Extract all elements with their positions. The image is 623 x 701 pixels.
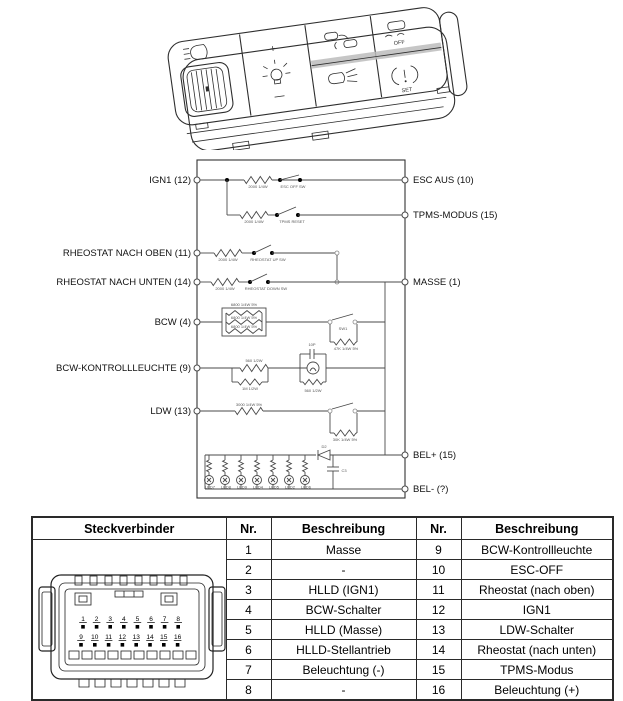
resistor-label: 1M 1/2W [241, 386, 259, 391]
pin-desc-cell: - [271, 560, 416, 580]
connector-pin-pad [108, 625, 112, 629]
pin-desc-cell: Rheostat (nach unten) [461, 640, 613, 660]
connector-pin-pad [162, 643, 166, 647]
col-header-nr-2: Nr. [416, 517, 461, 540]
led-label: LED9 [236, 484, 248, 490]
circuit-terminals [194, 177, 408, 492]
table-row [32, 540, 613, 560]
pin-label-rheostat-oben: RHEOSTAT NACH OBEN (11) [62, 248, 191, 259]
led-branch [237, 455, 248, 490]
connector-pin-number: 4 [121, 616, 126, 623]
pin-desc-cell: TPMS-Modus [461, 660, 613, 680]
connector-pin-number: 16 [173, 634, 182, 641]
connector-pins-row1 [79, 616, 182, 629]
resistor-label: 560 1/2W [245, 358, 263, 363]
pin-desc-cell: Rheostat (nach oben) [461, 580, 613, 600]
connector-pins-row2 [77, 634, 181, 647]
connector-pin-pad [176, 643, 180, 647]
pin-number-cell: 14 [416, 640, 461, 660]
connector-pin-pad [93, 643, 97, 647]
pin-desc-cell: BCW-Kontrollleuchte [461, 540, 613, 560]
set-label: SET [401, 86, 413, 95]
pin-label-tpms-modus: TPMS-MODUS (15) [413, 210, 498, 221]
connector-pin-pad [163, 625, 167, 629]
led-label: LED7 [204, 484, 216, 490]
connector-bottom-slots [69, 651, 196, 659]
pin-label-masse: MASSE (1) [413, 277, 461, 288]
resistor-label: 6800 1/4W 5% [230, 315, 258, 320]
switch-panel-illustration [150, 4, 480, 150]
component-labels [215, 184, 358, 473]
connector-pin-number: 14 [146, 634, 154, 641]
connector-pin-pad [122, 625, 126, 629]
connector-bottom-teeth [79, 679, 185, 687]
resistor-label: 6800 1/4W 5% [230, 302, 258, 307]
resistor-label: 3000 1/4W 5% [235, 402, 263, 407]
connector-pin-pad [134, 643, 138, 647]
led-label: LED5 [268, 484, 280, 490]
circuit-box [197, 160, 405, 498]
pin-number-cell: 4 [226, 600, 271, 620]
connector-pin-number: 11 [105, 634, 112, 641]
off-label: OFF [393, 39, 406, 47]
switch-label: TPMS RESET [279, 219, 305, 224]
connector-pin-number: 6 [149, 616, 153, 623]
connector-title: Steckverbinder [32, 517, 226, 540]
resistor-label: 2000 1/4W [218, 257, 238, 262]
pin-label-bcw: BCW (4) [154, 317, 191, 328]
pin-desc-cell: Beleuchtung (-) [271, 660, 416, 680]
pin-number-cell: 15 [416, 660, 461, 680]
connector-drawing [35, 543, 229, 693]
resistor-label: 2000 1/4W [244, 219, 264, 224]
pin-label-bel-minus: BEL- (?) [413, 484, 449, 495]
panel-lower-shell [181, 25, 457, 150]
circuit-svg [0, 150, 623, 512]
circuit-right-labels [413, 175, 497, 495]
resistor-label: 2000 1/4W [215, 286, 235, 291]
panel-gray-seam [311, 42, 442, 68]
tpms-set-icon [391, 65, 421, 95]
esc-off-icon [383, 20, 407, 48]
pin-label-ign1: IGN1 (12) [149, 175, 191, 186]
panel-side-notch [437, 87, 450, 94]
table-header-row [32, 517, 613, 540]
capacitor-label: C3 [341, 468, 347, 473]
connector-pin-number: 5 [135, 616, 140, 623]
connector-pin-pad [121, 643, 125, 647]
pin-number-cell: 13 [416, 620, 461, 640]
led-label: LED6 [300, 484, 312, 490]
led-branch [221, 455, 232, 490]
pin-number-cell: 16 [416, 680, 461, 701]
led-label: LED4 [252, 484, 264, 490]
led-branch [205, 455, 216, 490]
pin-desc-cell: - [271, 680, 416, 701]
col-header-beschreibung-1: Beschreibung [271, 517, 416, 540]
circuit-left-labels [56, 175, 191, 417]
connector-pin-number: 7 [162, 616, 167, 623]
connector-pin-pad [136, 625, 140, 629]
connector-pin-number: 9 [79, 634, 83, 641]
col-header-beschreibung-2: Beschreibung [461, 517, 613, 540]
connector-pin-pad [79, 643, 83, 647]
switch-panel-drawing [150, 4, 480, 150]
connector-pin-number: 1 [81, 616, 85, 623]
panel-right-cap [439, 11, 469, 97]
pin-number-cell: 9 [416, 540, 461, 560]
connector-pin-pad [149, 625, 153, 629]
diode-label: D2 [321, 444, 327, 449]
resistor-label: 560 1/2W [304, 388, 322, 393]
pin-label-esc-aus: ESC AUS (10) [413, 175, 474, 186]
led-label: LED2 [284, 484, 296, 490]
pin-number-cell: 10 [416, 560, 461, 580]
connector-top-teeth [75, 576, 187, 585]
connector-pin-pad [148, 643, 152, 647]
pin-desc-cell: IGN1 [461, 600, 613, 620]
headlight-leveling-icon [183, 44, 208, 61]
pin-desc-cell: Masse [271, 540, 416, 560]
connector-pin-number: 15 [160, 634, 168, 641]
connector-pin-pad [81, 625, 85, 629]
led-branch [301, 455, 312, 490]
pin-number-cell: 1 [226, 540, 271, 560]
pin-number-cell: 6 [226, 640, 271, 660]
col-header-nr-1: Nr. [226, 517, 271, 540]
resistor-label: 47K 1/4W 5% [333, 346, 359, 351]
pin-number-cell: 5 [226, 620, 271, 640]
circuit-diagram [0, 150, 623, 512]
resistor-label: 2000 1/4W [248, 184, 268, 189]
pin-label-bel-plus: BEL+ (15) [413, 450, 457, 461]
pin-label-bcw-kontrollleuchte: BCW-KONTROLLLEUCHTE (9) [56, 363, 191, 374]
pin-desc-cell: BCW-Schalter [271, 600, 416, 620]
switch-label: RHEOSTAT DOWN SW [244, 286, 288, 291]
led-branch [253, 455, 264, 490]
pin-number-cell: 8 [226, 680, 271, 701]
connector-pin-number: 2 [94, 616, 99, 623]
connector-pin-number: 8 [176, 616, 181, 623]
connector-pin-number: 13 [132, 634, 140, 641]
led-label: LED8 [220, 484, 232, 490]
panel-top-face [166, 6, 449, 127]
pin-number-cell: 7 [226, 660, 271, 680]
pin-desc-cell: LDW-Schalter [461, 620, 613, 640]
connector-pin-pad [95, 625, 99, 629]
led-branch [269, 455, 280, 490]
pin-number-cell: 2 [226, 560, 271, 580]
headlamp-beam-icon [328, 68, 359, 85]
resistor-label: 30K 1/4W 5% [332, 437, 358, 442]
connector-shell [39, 575, 225, 679]
pin-number-cell: 11 [416, 580, 461, 600]
connector-drawing-cell [32, 540, 226, 701]
led-bank [205, 455, 312, 490]
pin-number-cell: 3 [226, 580, 271, 600]
pin-number-cell: 12 [416, 600, 461, 620]
switch-label: RHEOSTAT UP SW [250, 257, 286, 262]
plus-glyph: + [269, 43, 277, 56]
pin-desc-cell: HLLD (IGN1) [271, 580, 416, 600]
pin-label-ldw: LDW (13) [150, 406, 191, 417]
switch-label: ESC OFF SW [280, 184, 306, 189]
switch-label: SW1 [338, 326, 348, 331]
resistor-label: 6800 1/4W 5% [230, 324, 258, 329]
capacitor-label: 10P [308, 342, 316, 347]
connector-pin-number: 10 [91, 634, 99, 641]
pin-label-rheostat-unten: RHEOSTAT NACH UNTEN (14) [56, 277, 191, 288]
pin-desc-cell: Beleuchtung (+) [461, 680, 613, 701]
connector-pin-pad [176, 625, 180, 629]
led-branch [285, 455, 296, 490]
pin-assignment-table [31, 516, 614, 701]
pin-desc-cell: HLLD-Stellantrieb [271, 640, 416, 660]
connector-keyways [75, 591, 177, 605]
pin-desc-cell: ESC-OFF [461, 560, 613, 580]
pin-desc-cell: HLLD (Masse) [271, 620, 416, 640]
connector-pin-pad [107, 643, 111, 647]
connector-pin-number: 12 [118, 634, 127, 641]
connector-pin-number: 3 [108, 616, 113, 623]
